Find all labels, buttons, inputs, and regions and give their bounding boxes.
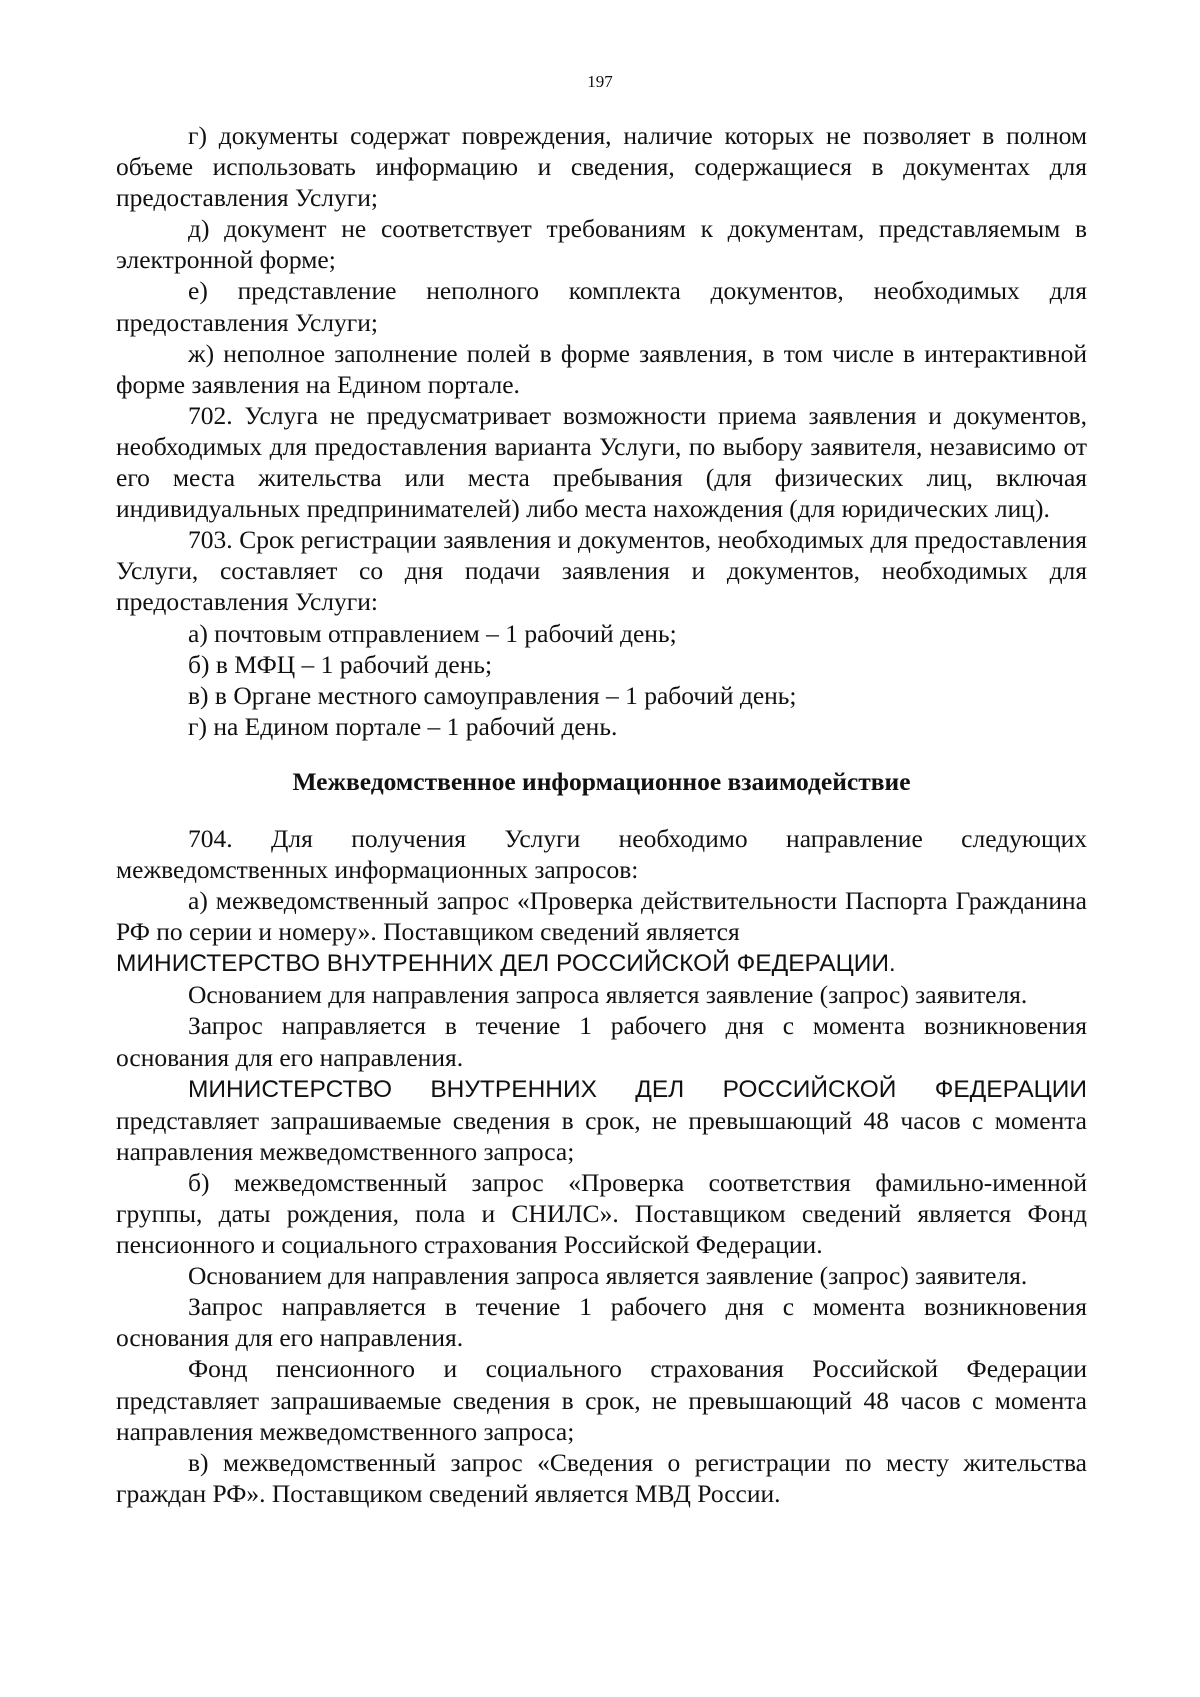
section-heading: Межведомственное информационное взаимодействие [292, 766, 911, 796]
response-a-provider: МИНИСТЕРСТВО ВНУТРЕННИХ ДЕЛ РОССИЙСКОЙ ФЕДЕРАЦИИ [188, 1075, 1087, 1103]
page-number: 197 [587, 72, 613, 91]
paragraph-703: 703. Срок регистрации заявления и документов, необходимых для предоставления Услуги, составляет со дня подачи заявления и документов, необходимых для предоставления Услуги: [116, 525, 1087, 617]
paragraph-item-g: г) документы содержат повреждения, наличие которых не позволяет в полном объеме использовать информацию и сведения, содержащиеся в документах для предоставления Услуги; [116, 121, 1087, 213]
request-a-provider: МИНИСТЕРСТВО ВНУТРЕННИХ ДЕЛ РОССИЙСКОЙ ФЕДЕРАЦИИ. [116, 950, 896, 978]
response-a [116, 1073, 1087, 1167]
response-a-text: представляет запрашиваемые сведения в срок, не превышающий 48 часов с момента направления межведомственного запроса; [116, 1105, 1087, 1166]
paragraph-704: 704. Для получения Услуги необходимо направление следующих межведомственных информационных запросов: [116, 823, 1087, 884]
paragraph-item-e: е) представление неполного комплекта документов, необходимых для предоставления Услуги; [116, 276, 1087, 337]
request-b: б) межведомственный запрос «Проверка соответствия фамильно-именной группы, даты рождения, пола и СНИЛС». Поставщиком сведений является Фонд пенсионного и социального страхования Российской Федерации. [116, 1167, 1087, 1260]
paragraph-item-d: д) документ не соответствует требованиям к документам, представляемым в электронной форме; [116, 214, 1087, 275]
response-b: Фонд пенсионного и социального страхования Российской Федерации представляет запрашиваемые сведения в срок, не превышающий 48 часов с момента направления межведомственного запроса; [116, 1354, 1087, 1446]
list-item-unified-portal: г) на Едином портале – 1 рабочий день. [188, 711, 618, 741]
request-a-text: а) межведомственный запрос «Проверка действительности Паспорта Гражданина РФ по серии и номеру». Поставщиком сведений является [116, 886, 1087, 947]
request-a [116, 885, 1087, 979]
paragraph-item-zh: ж) неполное заполнение полей в форме заявления, в том числе в интерактивной форме заявления на Едином портале. [116, 338, 1087, 399]
request-v: в) межведомственный запрос «Сведения о регистрации по месту жительства граждан РФ». Поставщиком сведений является МВД России. [116, 1447, 1087, 1508]
list-item-mail: а) почтовым отправлением – 1 рабочий день; [188, 618, 677, 648]
list-item-mfc: б) в МФЦ – 1 рабочий день; [188, 649, 493, 679]
list-item-local-government: в) в Органе местного самоуправления – 1 рабочий день; [188, 680, 797, 710]
timing-a: Запрос направляется в течение 1 рабочего дня с момента возникновения основания для его направления. [116, 1011, 1087, 1072]
timing-b: Запрос направляется в течение 1 рабочего дня с момента возникновения основания для его направления. [116, 1292, 1087, 1353]
basis-b: Основанием для направления запроса является заявление (запрос) заявителя. [188, 1261, 1028, 1291]
paragraph-702: 702. Услуга не предусматривает возможности приема заявления и документов, необходимых для предоставления варианта Услуги, по выбору заявителя, независимо от его места жительства или места пребывания (для физических лиц, включая индивидуальных предпринимателей) либо места нахождения (для юридических лиц). [116, 400, 1087, 524]
document-body [116, 120, 1087, 1509]
basis-a: Основанием для направления запроса является заявление (запрос) заявителя. [188, 980, 1028, 1010]
